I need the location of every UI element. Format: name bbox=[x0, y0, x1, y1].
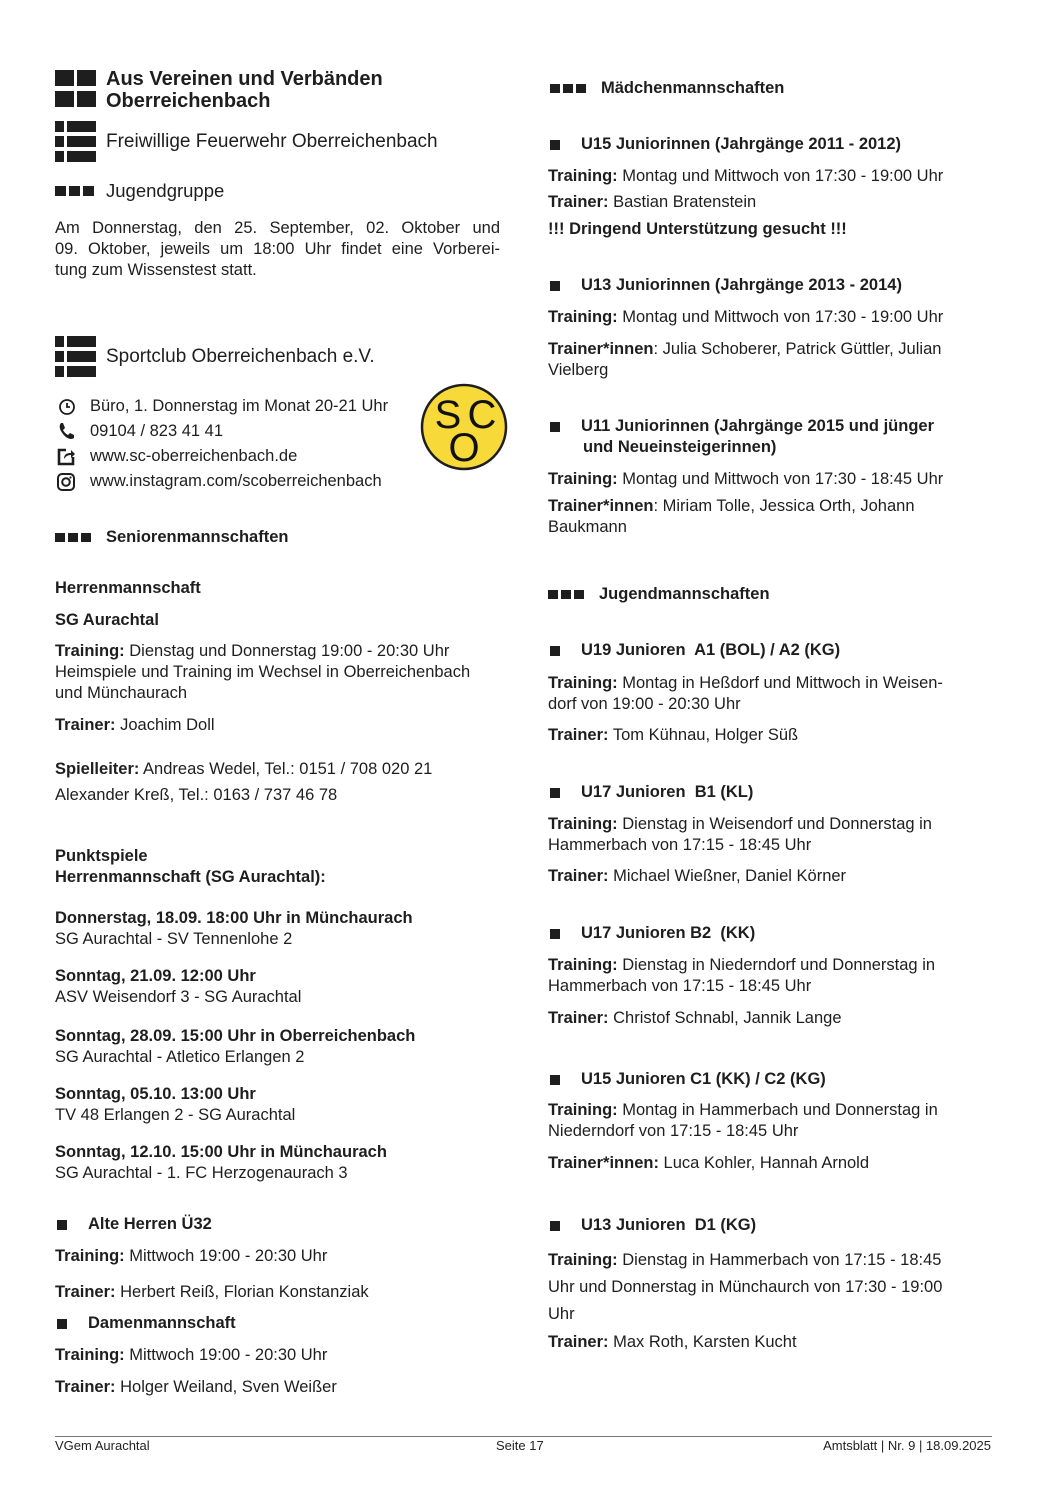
training-label: Training: bbox=[55, 642, 125, 660]
section-marker-icon bbox=[548, 590, 584, 599]
match bbox=[55, 966, 301, 1008]
team-title-line1: U11 Juniorinnen (Jahrgänge 2015 und jünger bbox=[581, 417, 934, 435]
trainer-label: Trainer: bbox=[548, 1009, 609, 1027]
training-label: Training: bbox=[548, 674, 618, 692]
trainer-value: Holger Weiland, Sven Weißer bbox=[115, 1378, 337, 1396]
training-label: Training: bbox=[548, 470, 618, 488]
training-label: Training: bbox=[548, 167, 618, 185]
jugendgruppe-heading: Jugendgruppe bbox=[106, 180, 225, 201]
herren-trainer bbox=[55, 715, 215, 736]
training-value-line2: Heimspiele und Training im Wechsel in Oberreichenbach bbox=[55, 663, 471, 681]
match-pairing: TV 48 Erlangen 2 - SG Aurachtal bbox=[55, 1106, 296, 1124]
team-trainer bbox=[548, 1008, 842, 1029]
punktspiele-title bbox=[55, 846, 326, 888]
team-trainer bbox=[548, 339, 941, 381]
match-date: Sonntag, 12.10. 15:00 Uhr in Münchaurach bbox=[55, 1143, 387, 1161]
feuerwehr-text bbox=[55, 218, 500, 281]
bullet-icon bbox=[550, 140, 560, 150]
team-title: U13 Juniorinnen (Jahrgänge 2013 - 2014) bbox=[581, 276, 902, 294]
trainer-label: Trainer: bbox=[548, 726, 609, 744]
spielleiter-label: Spielleiter: bbox=[55, 760, 140, 778]
team-trainer bbox=[548, 1332, 797, 1353]
damen-title: Damenmannschaft bbox=[88, 1314, 236, 1332]
match-date: Sonntag, 21.09. 12:00 Uhr bbox=[55, 967, 256, 985]
training-value: Montag und Mittwoch von 17:30 - 18:45 Uhr bbox=[617, 470, 944, 488]
match-pairing: SG Aurachtal - 1. FC Herzogenaurach 3 bbox=[55, 1164, 348, 1182]
training-value: Dienstag in Weisendorf und Donnerstag in bbox=[617, 815, 932, 833]
team-title: U19 Junioren A1 (BOL) / A2 (KG) bbox=[581, 641, 841, 659]
training-value-cont: Hammerbach von 17:15 - 18:45 Uhr bbox=[548, 977, 812, 995]
trainer-value: Bastian Bratenstein bbox=[608, 193, 757, 211]
footer-left: VGem Aurachtal bbox=[55, 1438, 150, 1453]
trainer-label: Trainer: bbox=[548, 1333, 609, 1351]
section-title-line2: Oberreichenbach bbox=[106, 90, 271, 112]
trainer-label: Trainer*innen bbox=[548, 497, 654, 515]
jugend-heading: Jugendmannschaften bbox=[599, 585, 770, 603]
trainer-value: Tom Kühnau, Holger Süß bbox=[608, 726, 799, 744]
bullet-icon bbox=[550, 788, 560, 798]
footer-divider bbox=[55, 1436, 992, 1437]
training-label: Training: bbox=[548, 308, 618, 326]
training-value-cont: Uhr und Donnerstag in Münchaurch von 17:30 - 19:00 bbox=[548, 1278, 943, 1296]
instagram-link[interactable]: www.instagram.com/scoberreichenbach bbox=[90, 472, 382, 490]
training-value: Montag und Mittwoch von 17:30 - 19:00 Uhr bbox=[617, 308, 944, 326]
team-training bbox=[548, 166, 943, 187]
office-hours: Büro, 1. Donnerstag im Monat 20-21 Uhr bbox=[90, 397, 389, 415]
trainer-value: : Julia Schoberer, Patrick Güttler, Julian bbox=[653, 340, 942, 358]
training-value: Dienstag und Donnerstag 19:00 - 20:30 Uhr bbox=[124, 642, 450, 660]
logo-letter-s: S bbox=[434, 393, 462, 437]
bullet-icon bbox=[57, 1220, 67, 1230]
footer-page-number: Seite 17 bbox=[496, 1438, 544, 1453]
section-marker-icon bbox=[55, 533, 91, 542]
training-label: Training: bbox=[55, 1346, 125, 1364]
trainer-value: Joachim Doll bbox=[115, 716, 215, 734]
match-pairing: SG Aurachtal - SV Tennenlohe 2 bbox=[55, 930, 293, 948]
team-title-line2: und Neueinsteigerinnen) bbox=[583, 438, 777, 456]
section-marker-icon bbox=[55, 186, 94, 196]
four-squares-icon bbox=[55, 70, 97, 108]
training-value: Montag und Mittwoch von 17:30 - 19:00 Uhr bbox=[617, 167, 944, 185]
match-pairing: SG Aurachtal - Atletico Erlangen 2 bbox=[55, 1048, 305, 1066]
team-name: SG Aurachtal bbox=[55, 611, 159, 629]
match-date: Sonntag, 05.10. 13:00 Uhr bbox=[55, 1085, 256, 1103]
bullet-icon bbox=[550, 929, 560, 939]
training-value: Dienstag in Hammerbach von 17:15 - 18:45 bbox=[617, 1251, 942, 1269]
trainer-label: Trainer: bbox=[548, 193, 609, 211]
website-link[interactable]: www.sc-oberreichenbach.de bbox=[90, 447, 298, 465]
training-value-cont: Hammerbach von 17:15 - 18:45 Uhr bbox=[548, 836, 812, 854]
trainer-value: Max Roth, Karsten Kucht bbox=[608, 1333, 797, 1351]
herren-label: Herrenmannschaft bbox=[55, 579, 201, 597]
trainer-label: Trainer: bbox=[55, 1283, 116, 1301]
punktspiele-title-line1: Punktspiele bbox=[55, 847, 148, 865]
team-trainer bbox=[548, 496, 915, 538]
team-training bbox=[548, 955, 935, 997]
trainer-value-cont: Vielberg bbox=[548, 361, 609, 379]
bullet-icon bbox=[550, 281, 560, 291]
herren-training bbox=[55, 641, 470, 704]
training-value: Mittwoch 19:00 - 20:30 Uhr bbox=[124, 1247, 328, 1265]
training-value: Mittwoch 19:00 - 20:30 Uhr bbox=[124, 1346, 328, 1364]
match bbox=[55, 1142, 387, 1184]
bullet-icon bbox=[550, 1075, 560, 1085]
team-title: U17 Junioren B1 (KL) bbox=[581, 783, 754, 801]
team-title: U15 Junioren C1 (KK) / C2 (KG) bbox=[581, 1070, 826, 1088]
match-date: Donnerstag, 18.09. 18:00 Uhr in Münchaurach bbox=[55, 909, 413, 927]
trainer-label: Trainer: bbox=[55, 1378, 116, 1396]
bullet-icon bbox=[550, 646, 560, 656]
footer-right: Amtsblatt | Nr. 9 | 18.09.2025 bbox=[823, 1438, 991, 1453]
bullet-icon bbox=[57, 1319, 67, 1329]
damen-training bbox=[55, 1345, 327, 1366]
trainer-value-cont: Baukmann bbox=[548, 518, 627, 536]
trainer-value: Michael Wießner, Daniel Körner bbox=[608, 867, 847, 885]
phone-number[interactable]: 09104 / 823 41 41 bbox=[90, 422, 224, 440]
match bbox=[55, 908, 413, 950]
training-value: Montag in Heßdorf und Mittwoch in Weisen- bbox=[617, 674, 943, 692]
list-icon bbox=[55, 121, 97, 162]
training-label: Training: bbox=[548, 1101, 618, 1119]
training-label: Training: bbox=[55, 1247, 125, 1265]
trainer-value: Luca Kohler, Hannah Arnold bbox=[658, 1154, 870, 1172]
section-title bbox=[106, 68, 383, 112]
punktspiele-title-line2: Herrenmannschaft (SG Aurachtal): bbox=[55, 868, 326, 886]
senioren-heading: Seniorenmannschaften bbox=[106, 528, 289, 546]
team-training bbox=[548, 1247, 942, 1328]
team-training bbox=[548, 814, 932, 856]
match bbox=[55, 1084, 295, 1126]
training-value: Montag in Hammerbach und Donnerstag in bbox=[617, 1101, 938, 1119]
trainer-value: : Miriam Tolle, Jessica Orth, Johann bbox=[653, 497, 915, 515]
clock-icon bbox=[57, 397, 77, 417]
match-pairing: ASV Weisendorf 3 - SG Aurachtal bbox=[55, 988, 302, 1006]
training-value-cont: Niederndorf von 17:15 - 18:45 Uhr bbox=[548, 1122, 799, 1140]
team-trainer bbox=[548, 866, 846, 887]
team-training bbox=[548, 673, 943, 715]
training-label: Training: bbox=[548, 956, 618, 974]
sco-logo bbox=[420, 383, 508, 471]
text-line: 09. Oktober, jeweils um 18:00 Uhr findet eine Vorberei- bbox=[55, 240, 500, 258]
training-label: Training: bbox=[548, 815, 618, 833]
trainer-label: Trainer: bbox=[548, 867, 609, 885]
list-icon bbox=[55, 336, 97, 377]
section-title-line1: Aus Vereinen und Verbänden bbox=[106, 68, 383, 90]
trainer-label: Trainer*innen: bbox=[548, 1154, 659, 1172]
training-value-cont: dorf von 19:00 - 20:30 Uhr bbox=[548, 695, 741, 713]
alte-herren-training bbox=[55, 1246, 327, 1267]
team-training bbox=[548, 1100, 938, 1142]
team-training bbox=[548, 469, 943, 490]
logo-letter-o: O bbox=[448, 426, 480, 470]
team-training bbox=[548, 307, 943, 328]
support-note: !!! Dringend Unterstützung gesucht !!! bbox=[548, 220, 847, 238]
team-trainer bbox=[548, 1153, 869, 1174]
text-line: tung zum Wissenstest statt. bbox=[55, 261, 257, 279]
damen-trainer bbox=[55, 1377, 337, 1398]
spielleiter-value: Andreas Wedel, Tel.: 0151 / 708 020 21 bbox=[139, 760, 433, 778]
trainer-value: Christof Schnabl, Jannik Lange bbox=[608, 1009, 842, 1027]
feuerwehr-title: Freiwillige Feuerwehr Oberreichenbach bbox=[106, 131, 438, 152]
training-value-line3: und Münchaurach bbox=[55, 684, 188, 702]
team-title: U17 Junioren B2 (KK) bbox=[581, 924, 756, 942]
alte-herren-trainer bbox=[55, 1282, 369, 1303]
spielleiter-2: Alexander Kreß, Tel.: 0163 / 737 46 78 bbox=[55, 786, 338, 804]
trainer-label: Trainer*innen bbox=[548, 340, 654, 358]
trainer-label: Trainer: bbox=[55, 716, 116, 734]
team-trainer bbox=[548, 192, 756, 213]
text-line: Am Donnerstag, den 25. September, 02. Oktober und bbox=[55, 219, 500, 237]
trainer-value: Herbert Reiß, Florian Konstanziak bbox=[115, 1283, 369, 1301]
team-title bbox=[581, 416, 934, 458]
external-link-icon bbox=[56, 447, 76, 467]
team-title: U15 Juniorinnen (Jahrgänge 2011 - 2012) bbox=[581, 135, 902, 153]
phone-icon bbox=[57, 421, 77, 441]
training-value-cont2: Uhr bbox=[548, 1305, 575, 1323]
match-date: Sonntag, 28.09. 15:00 Uhr in Oberreichenbach bbox=[55, 1027, 416, 1045]
team-trainer bbox=[548, 725, 798, 746]
training-label: Training: bbox=[548, 1251, 618, 1269]
logo-letter-c: C bbox=[467, 393, 497, 437]
match bbox=[55, 1026, 415, 1068]
alte-herren-title: Alte Herren Ü32 bbox=[88, 1215, 212, 1233]
instagram-icon bbox=[56, 472, 76, 492]
section-marker-icon bbox=[550, 84, 586, 93]
spielleiter bbox=[55, 759, 432, 780]
team-title: U13 Junioren D1 (KG) bbox=[581, 1216, 757, 1234]
bullet-icon bbox=[550, 1221, 560, 1231]
training-value: Dienstag in Niederndorf und Donnerstag in bbox=[617, 956, 936, 974]
sportclub-title: Sportclub Oberreichenbach e.V. bbox=[106, 346, 375, 367]
bullet-icon bbox=[550, 422, 560, 432]
maedchen-heading: Mädchenmannschaften bbox=[601, 79, 785, 97]
